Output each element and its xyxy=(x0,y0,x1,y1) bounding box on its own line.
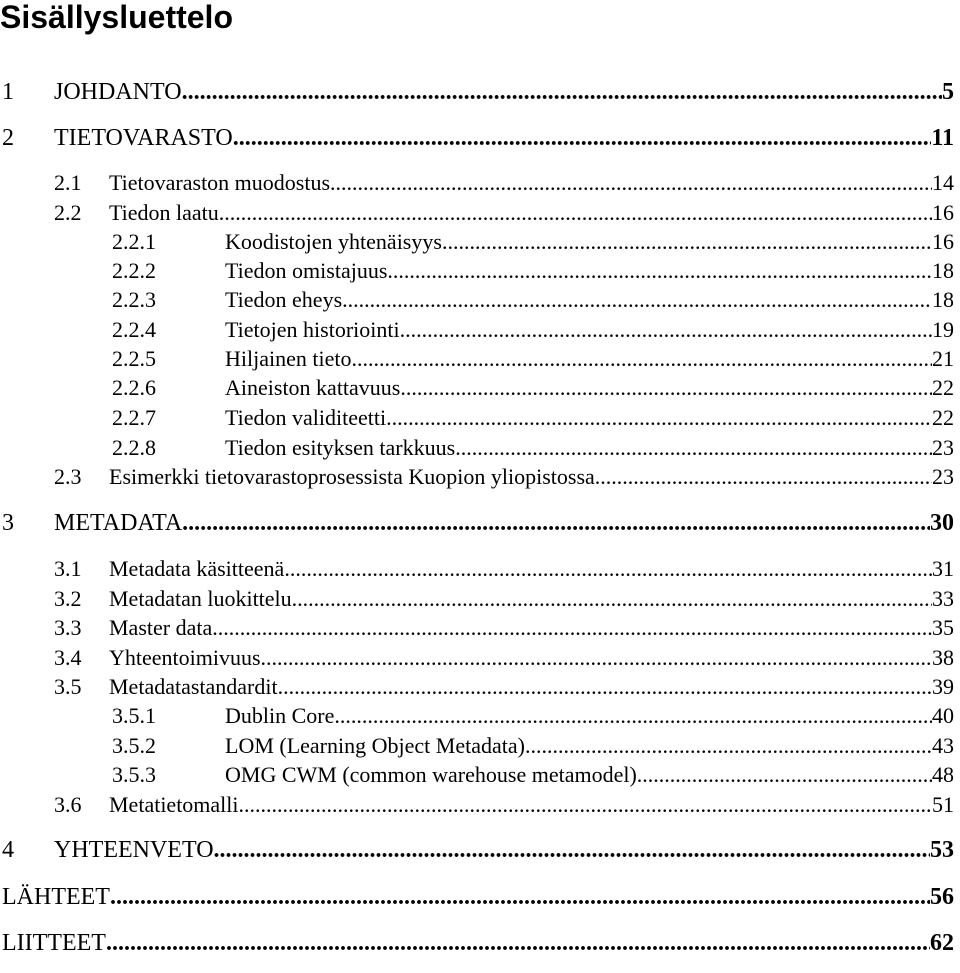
toc-entry-page: 53 xyxy=(930,837,954,863)
toc-leader-dots xyxy=(442,230,932,254)
toc-entry-title: Metadatastandardit xyxy=(109,674,278,699)
toc-entry-number: 2.2.8 xyxy=(112,435,156,460)
toc-entry-page: 18 xyxy=(932,287,954,312)
toc-entry-title: YHTEENVETO xyxy=(54,837,214,863)
toc-entry-number: 3.5.3 xyxy=(112,762,156,787)
toc-entry[interactable] xyxy=(112,763,954,787)
toc-entry[interactable] xyxy=(54,646,954,670)
toc-entry-title: Tiedon laatu xyxy=(109,200,219,225)
toc-entry-title: Master data xyxy=(109,615,213,640)
toc-entry[interactable] xyxy=(112,230,954,254)
toc-entry-page: 16 xyxy=(932,200,954,225)
toc-entry-number: 2.2.1 xyxy=(112,229,156,254)
toc-entry-number: 4 xyxy=(2,837,14,863)
toc-entry-page: 38 xyxy=(932,645,954,670)
toc-entry-title: Yhteentoimivuus xyxy=(109,645,261,670)
toc-leader-dots xyxy=(261,646,932,670)
toc-entry-page: 21 xyxy=(932,346,954,371)
toc-entry[interactable] xyxy=(54,557,954,581)
toc-leader-dots xyxy=(106,931,930,955)
toc-entry-number: 1 xyxy=(2,79,14,105)
toc-entry[interactable] xyxy=(2,885,954,909)
toc-entry-number: 3.4 xyxy=(54,645,82,670)
toc-entry[interactable] xyxy=(2,838,954,862)
toc-entry[interactable] xyxy=(54,201,954,225)
toc-entry[interactable] xyxy=(54,465,954,489)
toc-entry[interactable] xyxy=(2,511,954,535)
toc-entry-title: Tietojen historiointi xyxy=(225,317,400,342)
toc-entry-page: 31 xyxy=(932,556,954,581)
toc-entry-title: METADATA xyxy=(54,510,183,536)
toc-entry-title: LIITTEET xyxy=(2,930,106,956)
toc-entry[interactable] xyxy=(54,675,954,699)
toc-leader-dots xyxy=(284,557,932,581)
toc-entry-number: 3.3 xyxy=(54,615,82,640)
toc-entry-number: 3.6 xyxy=(54,792,82,817)
toc-entry-title: Tiedon eheys xyxy=(225,287,343,312)
toc-entry-page: 14 xyxy=(932,170,954,195)
toc-entry-page: 23 xyxy=(932,435,954,460)
toc-leader-dots xyxy=(400,318,932,342)
toc-entry[interactable] xyxy=(112,436,954,460)
toc-entry-title: Metadata käsitteenä xyxy=(109,556,285,581)
toc-leader-dots xyxy=(525,734,932,758)
toc-entry-page: 5 xyxy=(942,79,954,105)
toc-leader-dots xyxy=(182,511,930,535)
toc-leader-dots xyxy=(637,763,932,787)
toc-entry-title: Tiedon validiteetti xyxy=(225,405,387,430)
toc-entry[interactable] xyxy=(54,171,954,195)
toc-entry[interactable] xyxy=(112,406,954,430)
toc-leader-dots xyxy=(351,347,932,371)
toc-entry-number: 2.2.3 xyxy=(112,287,156,312)
toc-leader-dots xyxy=(239,793,932,817)
page-title: Sisällysluettelo xyxy=(0,0,233,35)
toc-leader-dots xyxy=(595,465,932,489)
toc-entry-page: 23 xyxy=(932,464,954,489)
toc-entry-number: 2.2.7 xyxy=(112,405,156,430)
toc-entry-page: 22 xyxy=(932,375,954,400)
toc-entry[interactable] xyxy=(2,80,954,104)
toc-entry-number: 2.2 xyxy=(54,200,82,225)
toc-entry-page: 56 xyxy=(930,884,954,910)
toc-entry-number: 3.1 xyxy=(54,556,82,581)
toc-entry-title: Dublin Core xyxy=(225,703,335,728)
toc-entry[interactable] xyxy=(112,347,954,371)
toc-entry-number: 3.2 xyxy=(54,586,82,611)
toc-entry-page: 30 xyxy=(930,510,954,536)
toc-entry[interactable] xyxy=(2,126,954,150)
toc-entry-title: Tietovaraston muodostus xyxy=(109,170,331,195)
toc-entry[interactable] xyxy=(112,318,954,342)
toc-entry-page: 16 xyxy=(932,229,954,254)
toc-leader-dots xyxy=(214,838,930,862)
toc-leader-dots xyxy=(342,288,932,312)
toc-entry[interactable] xyxy=(112,259,954,283)
toc-entry-title: JOHDANTO xyxy=(54,79,182,105)
toc-entry[interactable] xyxy=(54,616,954,640)
toc-entry-title: Metatietomalli xyxy=(109,792,239,817)
toc-entry[interactable] xyxy=(54,793,954,817)
toc-leader-dots xyxy=(386,406,932,430)
toc-entry-page: 33 xyxy=(932,586,954,611)
toc-entry-page: 19 xyxy=(932,317,954,342)
toc-leader-dots xyxy=(278,675,932,699)
toc-leader-dots xyxy=(233,126,932,150)
toc-leader-dots xyxy=(334,704,932,728)
toc-entry-number: 2.1 xyxy=(54,170,82,195)
toc-entry-page: 22 xyxy=(932,405,954,430)
toc-leader-dots xyxy=(387,259,932,283)
toc-entry-title: Aineiston kattavuus xyxy=(225,375,401,400)
toc-entry-number: 3 xyxy=(2,510,14,536)
toc-entry-title: Tiedon omistajuus xyxy=(225,258,388,283)
toc-leader-dots xyxy=(212,616,932,640)
toc-entry-title: Metadatan luokittelu xyxy=(109,586,292,611)
toc-entry[interactable] xyxy=(112,376,954,400)
toc-entry[interactable] xyxy=(112,734,954,758)
toc-entry-page: 39 xyxy=(932,674,954,699)
toc-leader-dots xyxy=(330,171,932,195)
toc-entry[interactable] xyxy=(2,931,954,955)
toc-entry-page: 11 xyxy=(931,125,954,151)
toc-entry-page: 62 xyxy=(930,930,954,956)
toc-entry-title: Esimerkki tietovarastoprosessista Kuopion yliopistossa xyxy=(109,464,595,489)
toc-entry-title: TIETOVARASTO xyxy=(54,125,233,151)
toc-entry-number: 2 xyxy=(2,125,14,151)
toc-leader-dots xyxy=(292,587,932,611)
toc-entry-number: 2.2.4 xyxy=(112,317,156,342)
toc-entry-number: 2.3 xyxy=(54,464,82,489)
toc-entry-title: Koodistojen yhtenäisyys xyxy=(225,229,442,254)
toc-entry-title: LOM (Learning Object Metadata) xyxy=(225,733,525,758)
toc-leader-dots xyxy=(455,436,932,460)
toc-leader-dots xyxy=(182,80,942,104)
toc-entry-page: 48 xyxy=(932,762,954,787)
toc-leader-dots xyxy=(219,201,932,225)
toc-entry-page: 35 xyxy=(932,615,954,640)
toc-entry-number: 2.2.6 xyxy=(112,375,156,400)
toc-entry-page: 40 xyxy=(932,703,954,728)
toc-entry-page: 18 xyxy=(932,258,954,283)
toc-leader-dots xyxy=(110,885,930,909)
toc-entry-number: 3.5.2 xyxy=(112,733,156,758)
toc-entry-title: Hiljainen tieto xyxy=(225,346,352,371)
toc-entry-number: 2.2.5 xyxy=(112,346,156,371)
toc-entry[interactable] xyxy=(54,587,954,611)
toc-entry-number: 2.2.2 xyxy=(112,258,156,283)
toc-entry-page: 43 xyxy=(932,733,954,758)
toc-entry-title: Tiedon esityksen tarkkuus xyxy=(225,435,456,460)
toc-entry[interactable] xyxy=(112,288,954,312)
toc-entry-number: 3.5.1 xyxy=(112,703,156,728)
toc-entry-number: 3.5 xyxy=(54,674,82,699)
toc-entry[interactable] xyxy=(112,704,954,728)
toc-entry-title: OMG CWM (common warehouse metamodel) xyxy=(225,762,637,787)
toc-leader-dots xyxy=(400,376,932,400)
toc-entry-title: LÄHTEET xyxy=(2,884,110,910)
toc-entry-page: 51 xyxy=(932,792,954,817)
